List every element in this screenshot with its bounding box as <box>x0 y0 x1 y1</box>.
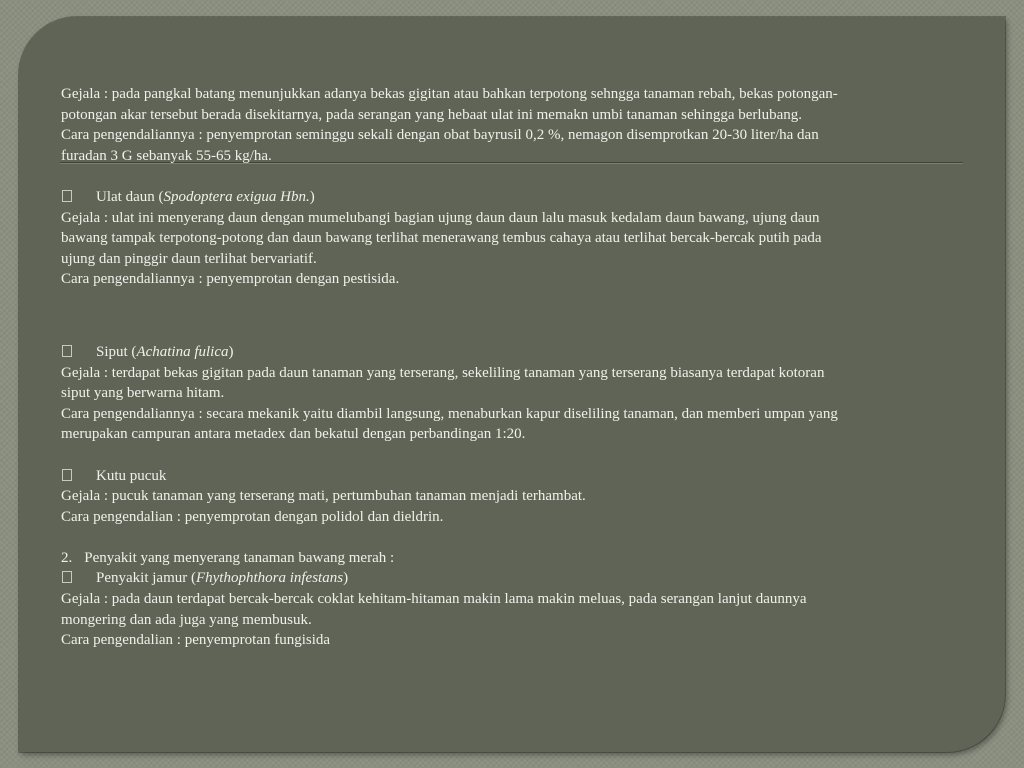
latin-name: Spodoptera exigua Hbn. <box>163 188 310 205</box>
section-penyakit <box>61 548 961 651</box>
section-kutu-pucuk <box>61 466 961 528</box>
latin-name: Fhythophthora infestans <box>195 570 344 587</box>
text-line: Gejala : pada daun terdapat bercak-bercak coklat kehitam-hitaman makin lama makin meluas, pada serangan lanjut daunnya <box>61 591 807 608</box>
numbered-heading <box>61 548 961 569</box>
text-line: merupakan campuran antara metadex dan bekatul dengan perbandingan 1:20. <box>61 426 526 443</box>
text-line: Gejala : pucuk tanaman yang terserang mati, pertumbuhan tanaman menjadi terhambat. <box>61 488 586 505</box>
bullet-heading-siput <box>61 342 961 363</box>
text-line: bawang tampak terpotong-potong dan daun bawang terlihat menerawang tembus cahaya atau terlihat bercak-bercak putih pada <box>61 230 822 247</box>
bullet-heading-kutu-pucuk <box>61 466 961 487</box>
bullet-heading-penyakit-jamur <box>61 568 961 589</box>
text-line: Cara pengendaliannya : penyemprotan dengan pestisida. <box>61 271 400 288</box>
heading-text: Kutu pucuk <box>96 467 167 484</box>
text-line: Gejala : terdapat bekas gigitan pada daun tanaman yang terserang, sekeliling tanaman yang terserang biasanya terdapat kotoran <box>61 364 825 381</box>
text-line: Gejala : pada pangkal batang menunjukkan adanya bekas gigitan atau bahkan terpotong sehngga tanaman rebah, bekas potongan- <box>61 86 838 102</box>
text-line: furadan 3 G sebanyak 55-65 kg/ha. <box>61 147 272 164</box>
bullet-heading-ulat-daun <box>61 187 961 208</box>
text-line: Cara pengendalian : penyemprotan dengan polidol dan dieldrin. <box>61 508 444 525</box>
bullet-box-icon <box>62 190 72 202</box>
text-line: Cara pengendaliannya : secara mekanik yaitu diambil langsung, menaburkan kapur diseliling tanaman, dan memberi umpan yang <box>61 405 838 422</box>
heading-text: Penyakit jamur (Fhythophthora infestans) <box>96 570 349 587</box>
bullet-box-icon <box>62 345 72 357</box>
text-line: siput yang berwarna hitam. <box>61 385 225 402</box>
section-ulat-daun <box>61 187 961 290</box>
section-title: Penyakit yang menyerang tanaman bawang merah : <box>84 549 395 566</box>
text-line: Cara pengendaliannya : penyemprotan seminggu sekali dengan obat bayrusil 0,2 %, nemagon disemprotkan 20-30 liter/ha dan <box>61 127 819 144</box>
section-number: 2. <box>61 549 73 566</box>
heading-text: Ulat daun (Spodoptera exigua Hbn.) <box>96 188 315 205</box>
latin-name: Achatina fulica <box>136 343 229 360</box>
text-line: Gejala : ulat ini menyerang daun dengan mumelubangi bagian ujung daun daun lalu masuk kedalam daun bawang, ujung daun <box>61 209 820 226</box>
slide-content <box>61 84 961 651</box>
paragraph-pangkal-batang <box>61 84 961 166</box>
heading-text: Siput (Achatina fulica) <box>96 343 234 360</box>
bullet-box-icon <box>62 469 72 481</box>
bullet-box-icon <box>62 571 72 583</box>
section-siput <box>61 342 961 445</box>
text-line: ujung dan pinggir daun terlihat bervariatif. <box>61 250 317 267</box>
text-line: potongan akar tersebut berada disekitarnya, pada serangan yang hebaat ulat ini memakn umbi tanaman sehingga berlubang. <box>61 106 802 123</box>
text-line: mongering dan ada juga yang membusuk. <box>61 611 312 628</box>
text-line: Cara pengendalian : penyemprotan fungisida <box>61 632 331 649</box>
